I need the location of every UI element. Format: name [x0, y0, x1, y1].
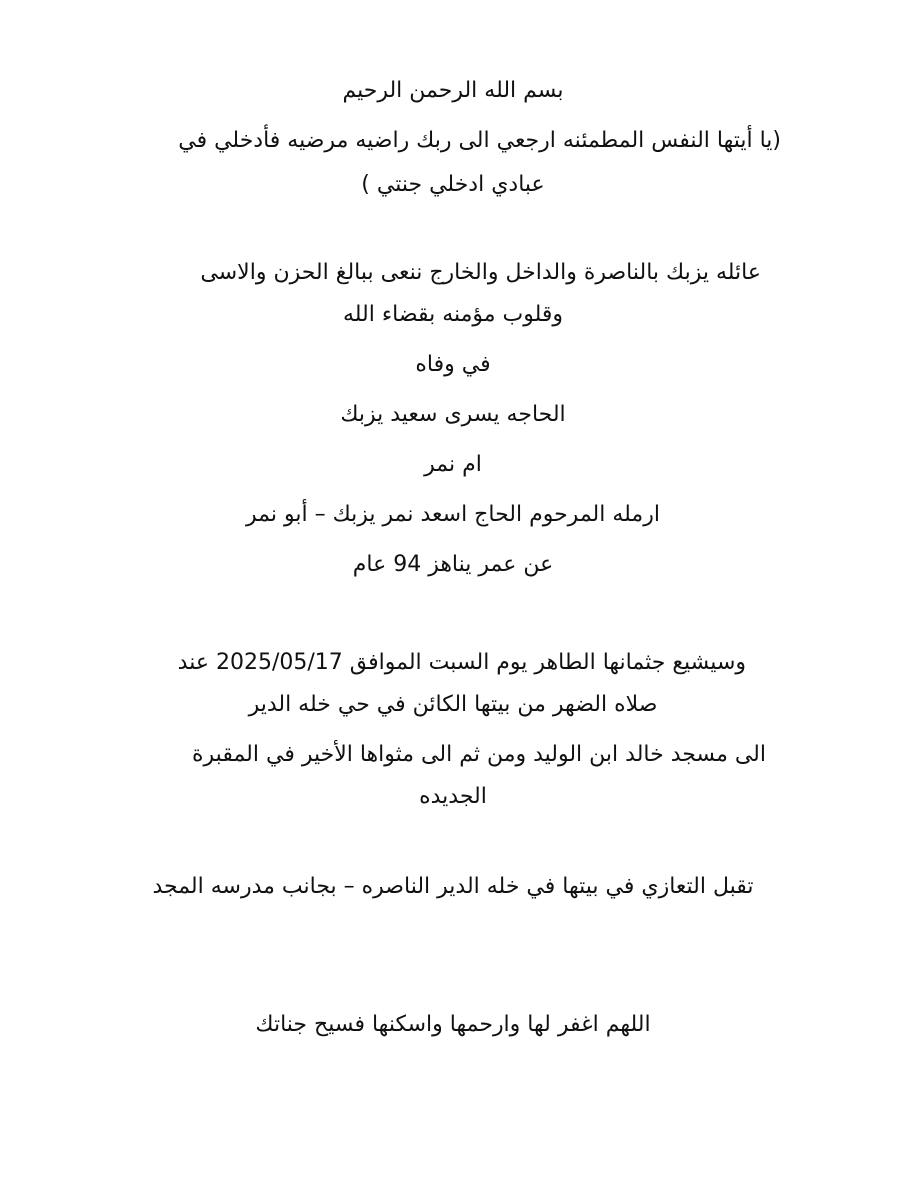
procession-line-2: الجديده — [419, 784, 487, 809]
deceased-name: الحاجه يسرى سعيد يزبك — [340, 402, 566, 427]
in-death-of: في وفاه — [415, 352, 491, 377]
widow-of-line: ارمله المرحوم الحاج اسعد نمر يزبك – أبو نمر — [246, 502, 660, 527]
procession-line-1: الى مسجد خالد ابن الوليد ومن ثم الى مثواها الأخير في المقبرة — [192, 742, 766, 767]
funeral-line-1: وسيشيع جثمانها الطاهر يوم السبت الموافق 2025/05/17 عند — [177, 650, 746, 675]
funeral-line-2: صلاه الضهر من بيتها الكائن في حي خله الدير — [248, 692, 658, 717]
condolences-line: تقبل التعازي في بيتها في خله الدير الناصره – بجانب مدرسه المجد — [152, 874, 754, 899]
quran-verse-line-1: (يا أيتها النفس المطمئنه ارجعي الى ربك راضيه مرضيه فأدخلي في — [178, 128, 781, 153]
deceased-kunya: ام نمر — [424, 452, 482, 477]
basmala: بسم الله الرحمن الرحيم — [342, 78, 564, 103]
closing-prayer: اللهم اغفر لها وارحمها واسكنها فسيح جناتك — [255, 1012, 651, 1037]
announcement-line-1: عائله يزبك بالناصرة والداخل والخارج ننعى ببالغ الحزن والاسى — [200, 260, 761, 285]
quran-verse-line-2: عبادي ادخلي جنتي ) — [361, 172, 545, 197]
announcement-line-2: وقلوب مؤمنه بقضاء الله — [342, 302, 564, 327]
age-line: عن عمر يناهز 94 عام — [352, 552, 554, 577]
